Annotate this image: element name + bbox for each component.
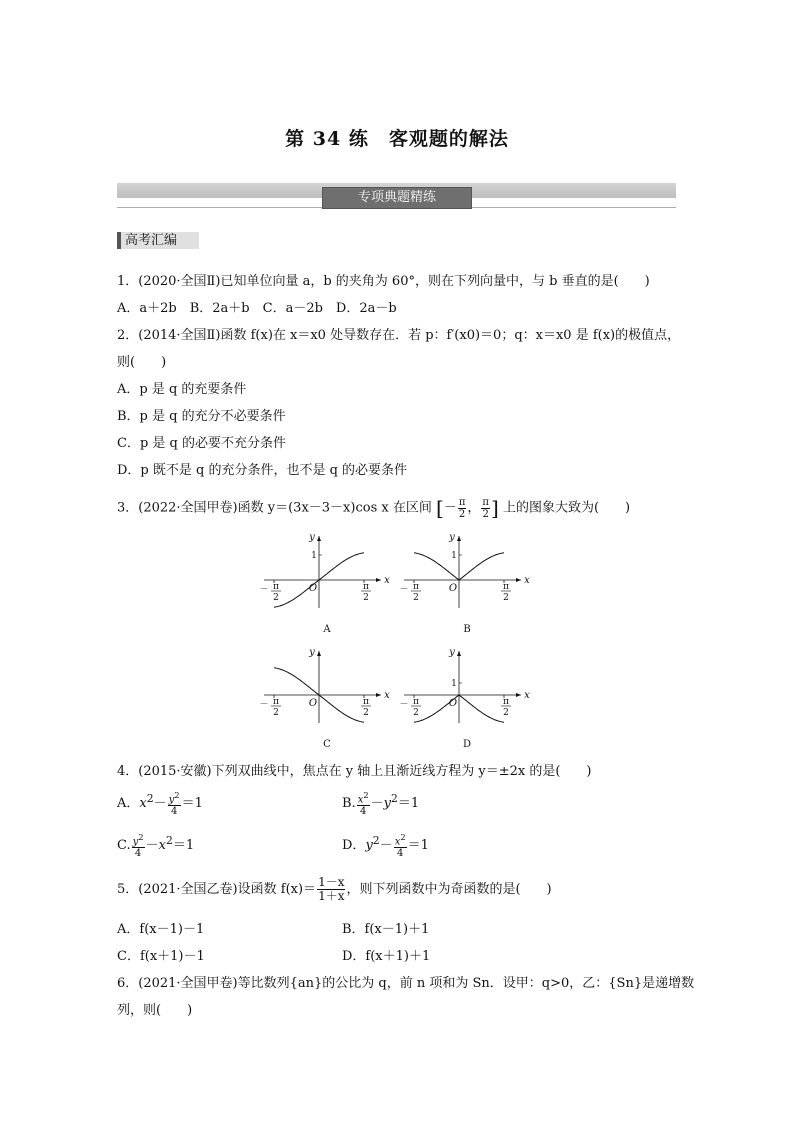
graph-d-label: D xyxy=(462,739,472,750)
q4-option-b: B. $\frac{x^2}{4}$ $-y^2=1$ xyxy=(342,790,420,818)
page-title: 第 34 练 客观题的解法 xyxy=(285,128,509,150)
q4-option-c: C. $\frac{y^2}{4}$ $-x^2=1$ xyxy=(117,832,195,860)
graph-a-neg-pi: π xyxy=(273,582,279,592)
graph-c-pos-two: 2 xyxy=(363,708,369,718)
graph-c-y-arrow xyxy=(317,651,321,656)
graph-a-x-arrow xyxy=(376,578,381,582)
graph-d-one-label: 1 xyxy=(451,679,457,689)
graph-b-neg-two: 2 xyxy=(413,593,419,603)
graph-c-neg-pi: π xyxy=(273,697,279,707)
graph-d-x-arrow xyxy=(516,693,521,697)
q3-stem-suffix: 上的图象大致为( ) xyxy=(502,500,631,516)
q5-option-a: A．f(x－1)－1 xyxy=(117,922,205,937)
graph-b-y-arrow xyxy=(457,536,461,541)
section-banner xyxy=(117,181,676,211)
q5-option-b: B．f(x－1)＋1 xyxy=(342,922,430,937)
graph-c-label: C xyxy=(323,739,331,750)
graph-a-label: A xyxy=(323,624,331,635)
graph-b-x-arrow xyxy=(516,578,521,582)
graph-a-pos-pi: π xyxy=(363,582,369,592)
section-mark xyxy=(117,232,121,249)
graph-d-pos-pi: π xyxy=(503,697,509,707)
graph-a-origin: O xyxy=(308,583,318,594)
section-header xyxy=(117,232,199,249)
graph-a-neg-two: 2 xyxy=(273,593,279,603)
graph-a-neg-minus: － xyxy=(259,585,269,595)
q2-option-a: A．p 是 q 的充要条件 xyxy=(117,382,247,397)
q2-option-d: D．p 既不是 q 的充分条件，也不是 q 的必要条件 xyxy=(117,463,408,478)
q2-option-b: B．p 是 q 的充分不必要条件 xyxy=(117,409,286,424)
graph-b-pos-pi: π xyxy=(503,582,509,592)
graph-b-x-label: x xyxy=(524,575,530,586)
q3-bracket-right: ] xyxy=(490,496,499,520)
section-title: 高考汇编 xyxy=(125,233,178,248)
graph-d-y-label: y xyxy=(449,647,455,658)
q3-stem: 3．(2022·全国甲卷)函数 y＝(3x－3－x)cos x 在区间 [－ $\frac{\pi}{2}$ ， $\frac{\pi}{2}$ ] 上的图象大致为( ) xyxy=(117,496,631,520)
q5-fraction: $\frac{1-x}{1+x}$ xyxy=(318,875,345,903)
graph-b-neg-pi: π xyxy=(413,582,419,592)
graph-d-x-label: x xyxy=(524,690,530,701)
q3-interval-upper: $\frac{\pi}{2}$ xyxy=(482,496,489,520)
graph-b-y-label: y xyxy=(449,532,455,543)
q2-stem-2: 则( ) xyxy=(117,355,167,370)
graph-d-y-arrow xyxy=(457,651,461,656)
graph-c-x-label: x xyxy=(384,690,390,701)
graph-a-y-arrow xyxy=(317,536,321,541)
q6-stem-2: 列，则( ) xyxy=(117,1003,193,1018)
graph-d-pos-two: 2 xyxy=(503,708,509,718)
graph-c-x-arrow xyxy=(376,693,381,697)
graph-d-neg-minus: － xyxy=(399,700,409,710)
q3-bracket-left: [ xyxy=(435,496,444,520)
banner-label: 专项典题精练 xyxy=(322,187,472,209)
graph-b-origin: O xyxy=(448,583,458,594)
graph-d-origin: O xyxy=(448,698,458,709)
graph-b-one-label: 1 xyxy=(451,551,457,561)
graph-c-origin: O xyxy=(308,698,318,709)
graph-c-y-label: y xyxy=(309,647,315,658)
q3-stem-prefix: 3．(2022·全国甲卷)函数 y＝(3x－3－x)cos x 在区间 xyxy=(117,500,432,516)
graph-a-y-label: y xyxy=(309,532,315,543)
graph-d-neg-two: 2 xyxy=(413,708,419,718)
graph-a-x-label: x xyxy=(384,575,390,586)
graph-c-neg-minus: － xyxy=(259,700,269,710)
q5-option-d: D．f(x＋1)＋1 xyxy=(342,949,431,964)
q1-options: A．a＋2b B．2a＋b C．a－2b D．2a－b xyxy=(117,301,397,316)
graph-a-pos-two: 2 xyxy=(363,593,369,603)
q3-graphs xyxy=(259,528,537,756)
q1-stem: 1．(2020·全国Ⅱ)已知单位向量 a，b 的夹角为 60°，则在下列向量中，与 b 垂直的是( ) xyxy=(117,274,650,289)
q4-option-a: A．$x^2-$ $\frac{y^2}{4}$ ＝1 xyxy=(117,790,203,818)
graph-c-neg-two: 2 xyxy=(273,708,279,718)
graph-b-label: B xyxy=(463,624,471,635)
q2-option-c: C．p 是 q 的必要不充分条件 xyxy=(117,436,286,451)
q4-stem: 4．(2015·安徽)下列双曲线中，焦点在 y 轴上且渐近线方程为 y＝±2x 的是( ) xyxy=(117,764,592,779)
graph-c-pos-pi: π xyxy=(363,697,369,707)
q5-stem: 5．(2021·全国乙卷)设函数 f(x)＝ $\frac{1-x}{1+x}$ ，则下列函数中为奇函数的是( ) xyxy=(117,875,552,903)
graph-b-neg-minus: － xyxy=(399,585,409,595)
q5-option-c: C．f(x＋1)－1 xyxy=(117,949,205,964)
graph-b-pos-two: 2 xyxy=(503,593,509,603)
q6-stem: 6．(2021·全国甲卷)等比数列{an}的公比为 q，前 n 项和为 Sn．设甲：q>0，乙：{Sn}是递增数 xyxy=(117,976,695,991)
q3-interval-minus: － xyxy=(443,500,457,516)
graph-d-neg-pi: π xyxy=(413,697,419,707)
q2-stem: 2．(2014·全国Ⅱ)函数 f(x)在 x＝x0 处导数存在．若 p：f′(x0)＝0；q：x＝x0 是 f(x)的极值点， xyxy=(117,328,681,343)
graph-a-one-label: 1 xyxy=(311,551,317,561)
q3-interval-lower: $\frac{\pi}{2}$ xyxy=(458,496,466,520)
q4-option-d: D．$y^2-$ $\frac{x^2}{4}$ ＝1 xyxy=(342,832,429,860)
